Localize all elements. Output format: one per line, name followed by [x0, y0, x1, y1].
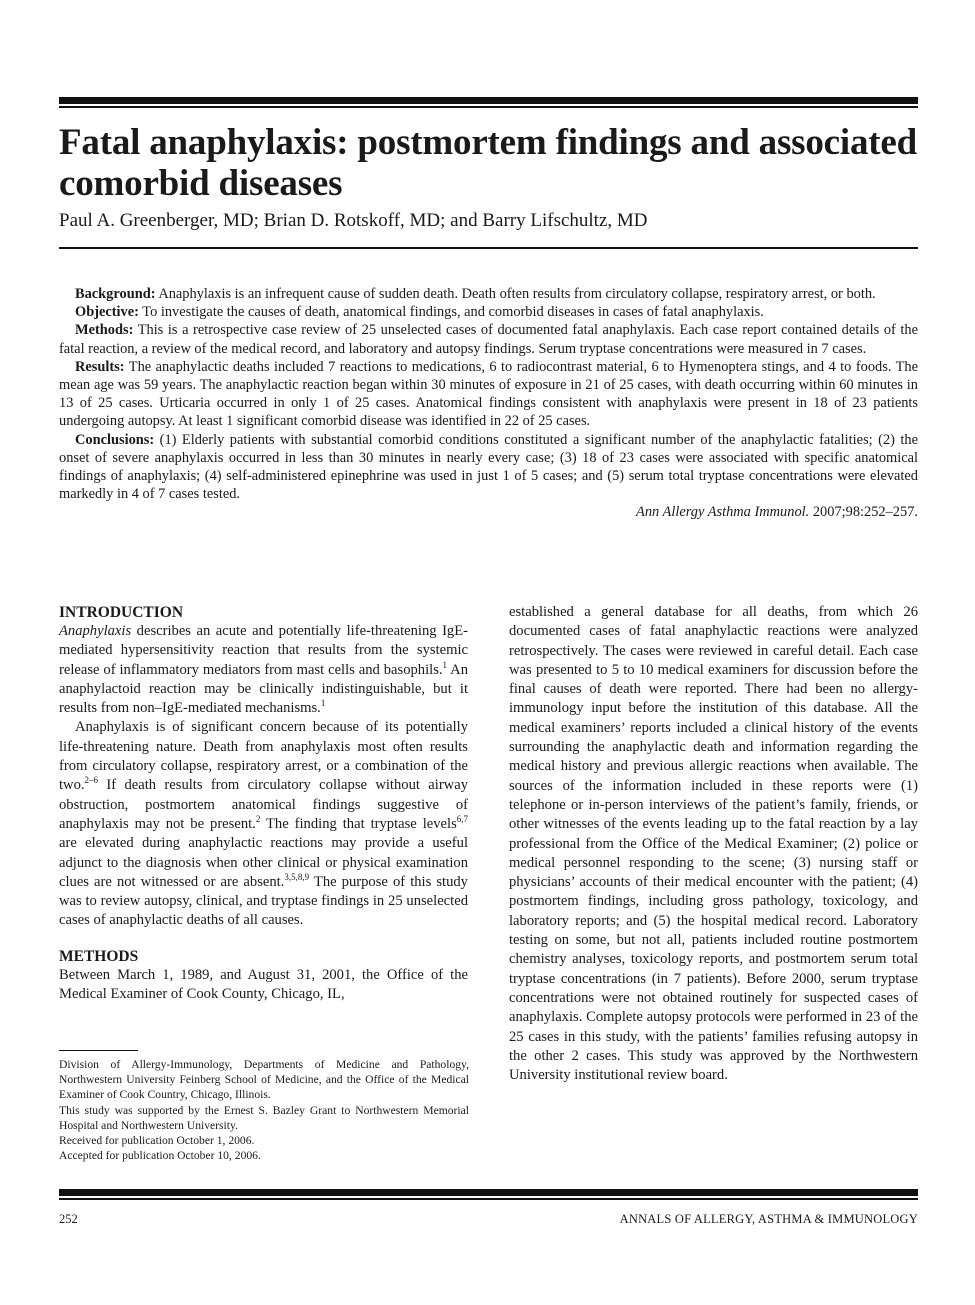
intro-p2-text-a: Anaphylaxis is of significant concern because of its potentially life-threatening nature. Death from anaphylaxis most often results from circulatory collapse, respiratory arrest, or a combination of the two.	[59, 719, 468, 794]
methods-heading: METHODS	[59, 947, 139, 965]
intro-p1-text-a: describes an acute and potentially life-threatening IgE-mediated hypersensitivity reaction that results from the systemic release of inflammatory mediators from mast cells and basophils.	[59, 623, 468, 678]
footnote-divider	[59, 1050, 138, 1051]
reference-superscript: 6,7	[456, 814, 468, 825]
abstract-methods	[59, 321, 918, 357]
citation	[59, 503, 918, 521]
objective-label: Objective:	[75, 304, 139, 321]
header-divider	[59, 247, 918, 249]
citation-volume: 2007;98:252–257.	[812, 504, 918, 521]
term-anaphylaxis: Anaphylaxis	[59, 623, 132, 639]
right-column	[509, 603, 918, 1085]
footnote-affiliation: Division of Allergy-Immunology, Departments of Medicine and Pathology, Northwestern University Feinberg School of Medicine, and the Office of the Medical Examiner of Cook Country, Chicago, Illinois.	[59, 1058, 469, 1102]
methods-paragraph-start: Between March 1, 1989, and August 31, 2001, the Office of the Medical Examiner of Cook County, Chicago, IL,	[59, 966, 468, 1003]
methods-paragraph-continued: established a general database for all deaths, from which 26 documented cases of fatal anaphylactic reactions were analyzed retrospectively. The cases were reviewed in careful detail. Each case was presented to 5 to 10 medical examiners for discussion before the final causes of death were reported. There had been no allergy-immunology input before the institution of this database. All the medical examiners’ reports included a clinical history of the events surrounding the anaphylactic death and information regarding the medical history and previous allergic reactions when available. The sources of the information included in these reports were (1) telephone or in-person interviews of the patient’s family, friends, or other witnesses of the events leading up to the fatal reaction by a lay professional from the Office of the Medical Examiner; (2) police or medical personnel responding to the scene; (3) nursing staff or physicians’ accounts of their medical encounter with the patient; (4) postmortem findings, including gross pathology, toxicology, and laboratory reports; and (5) the hospital medical record. Laboratory testing on some, but not all, patients included routine postmortem chemistry analyses, toxicology reports, and postmortem serum total tryptase concentrations (in 7 patients). Before 2000, serum tryptase concentrations were not obtained routinely for suspected cases of anaphylaxis. Complete autopsy protocols were performed in 23 of the 25 cases in this study, with the patients’ families refusing autopsy in the other 2 cases. This study was approved by the Northwestern University institutional review board.	[509, 604, 918, 1084]
footnote-funding: This study was supported by the Ernest S. Bazley Grant to Northwestern Memorial Hospital and Northwestern University.	[59, 1103, 469, 1132]
background-label: Background:	[75, 286, 156, 302]
reference-superscript: 1	[320, 698, 326, 709]
journal-running-footer: ANNALS OF ALLERGY, ASTHMA & IMMUNOLOGY	[619, 1212, 918, 1226]
methods-label: Methods:	[75, 322, 134, 339]
intro-p2-text-c: The finding that tryptase levels	[260, 815, 457, 832]
conclusions-text: (1) Elderly patients with substantial comorbid conditions constituted a significant number of the anaphylactic fatalities; (2) the onset of severe anaphylaxis occurred in less than 30 minutes in nearly every case; (3) 18 of 23 cases were associated with specific anatomical findings of anaphylaxis; (4) self-administered epinephrine was used in just 1 of 5 cases; and (5) serum total tryptase concentrations were elevated markedly in 4 of 7 cases tested.	[59, 431, 918, 503]
footnote-received: Received for publication October 1, 2006.	[59, 1134, 255, 1148]
results-label: Results:	[75, 358, 125, 375]
top-double-rule	[59, 97, 918, 109]
footnote-accepted: Accepted for publication October 10, 2006.	[59, 1149, 261, 1163]
intro-p1-text-b: An anaphylactoid reaction may be clinically indistinguishable, but it results from non–IgE-mediated mechanisms.	[59, 661, 468, 717]
abstract-conclusions	[59, 431, 918, 504]
introduction-heading: INTRODUCTION	[59, 604, 184, 621]
intro-paragraph-1	[59, 622, 468, 718]
abstract-background	[59, 285, 918, 303]
citation-journal: Ann Allergy Asthma Immunol.	[636, 504, 810, 521]
intro-p2-text-b: If death results from circulatory collapse without airway obstruction, postmortem anatomical findings suggestive of anaphylaxis may not be present.	[59, 777, 468, 832]
abstract-objective	[59, 303, 918, 321]
objective-text: To investigate the causes of death, anatomical findings, and comorbid diseases in cases of fatal anaphylaxis.	[142, 304, 764, 321]
conclusions-label: Conclusions:	[75, 431, 155, 448]
results-text: The anaphylactic deaths included 7 reactions to medications, 6 to radiocontrast material, 6 to Hymenoptera stings, and 4 to foods. The mean age was 59 years. The anaphylactic reaction began within 30 minutes of exposure in 21 of 25 cases, with death occurring within 60 minutes in 13 of 25 cases. Urticaria occurred in only 1 of 25 cases. Anatomical findings consistent with anaphylaxis were present in 18 of 23 patients undergoing autopsy. At least 1 significant comorbid disease was identified in 22 of 25 cases.	[59, 358, 918, 430]
bottom-double-rule	[59, 1189, 918, 1200]
abstract-results	[59, 358, 918, 431]
background-text: Anaphylaxis is an infrequent cause of sudden death. Death often results from circulatory collapse, respiratory arrest, or both.	[158, 286, 876, 302]
intro-paragraph-2	[59, 718, 468, 930]
reference-superscript: 1	[442, 659, 448, 670]
article-title: Fatal anaphylaxis: postmortem findings and associated comorbid diseases	[59, 122, 917, 204]
intro-p2-text-e: The purpose of this study was to review autopsy, clinical, and tryptase findings in 25 unselected cases of anaphylactic deaths of all causes.	[59, 873, 468, 929]
intro-p2-text-d: are elevated during anaphylactic reactions may provide a useful adjunct to the diagnosis when other clinical or physical examination clues are not witnessed or are absent.	[59, 835, 468, 890]
page-number: 252	[59, 1212, 78, 1226]
author-list: Paul A. Greenberger, MD; Brian D. Rotskoff, MD; and Barry Lifschultz, MD	[59, 210, 648, 231]
abstract	[59, 285, 918, 522]
reference-superscript: 2	[255, 814, 261, 825]
reference-superscript: 2–6	[84, 775, 99, 786]
methods-text: This is a retrospective case review of 25 unselected cases of documented fatal anaphylaxis. Each case report contained details of the fatal reaction, a review of the medical record, and laboratory and autopsy findings. Serum tryptase concentrations were measured in 7 cases.	[59, 322, 918, 357]
left-column	[59, 603, 468, 1004]
footnotes	[59, 1057, 469, 1163]
reference-superscript: 3,5,8,9	[284, 872, 310, 882]
